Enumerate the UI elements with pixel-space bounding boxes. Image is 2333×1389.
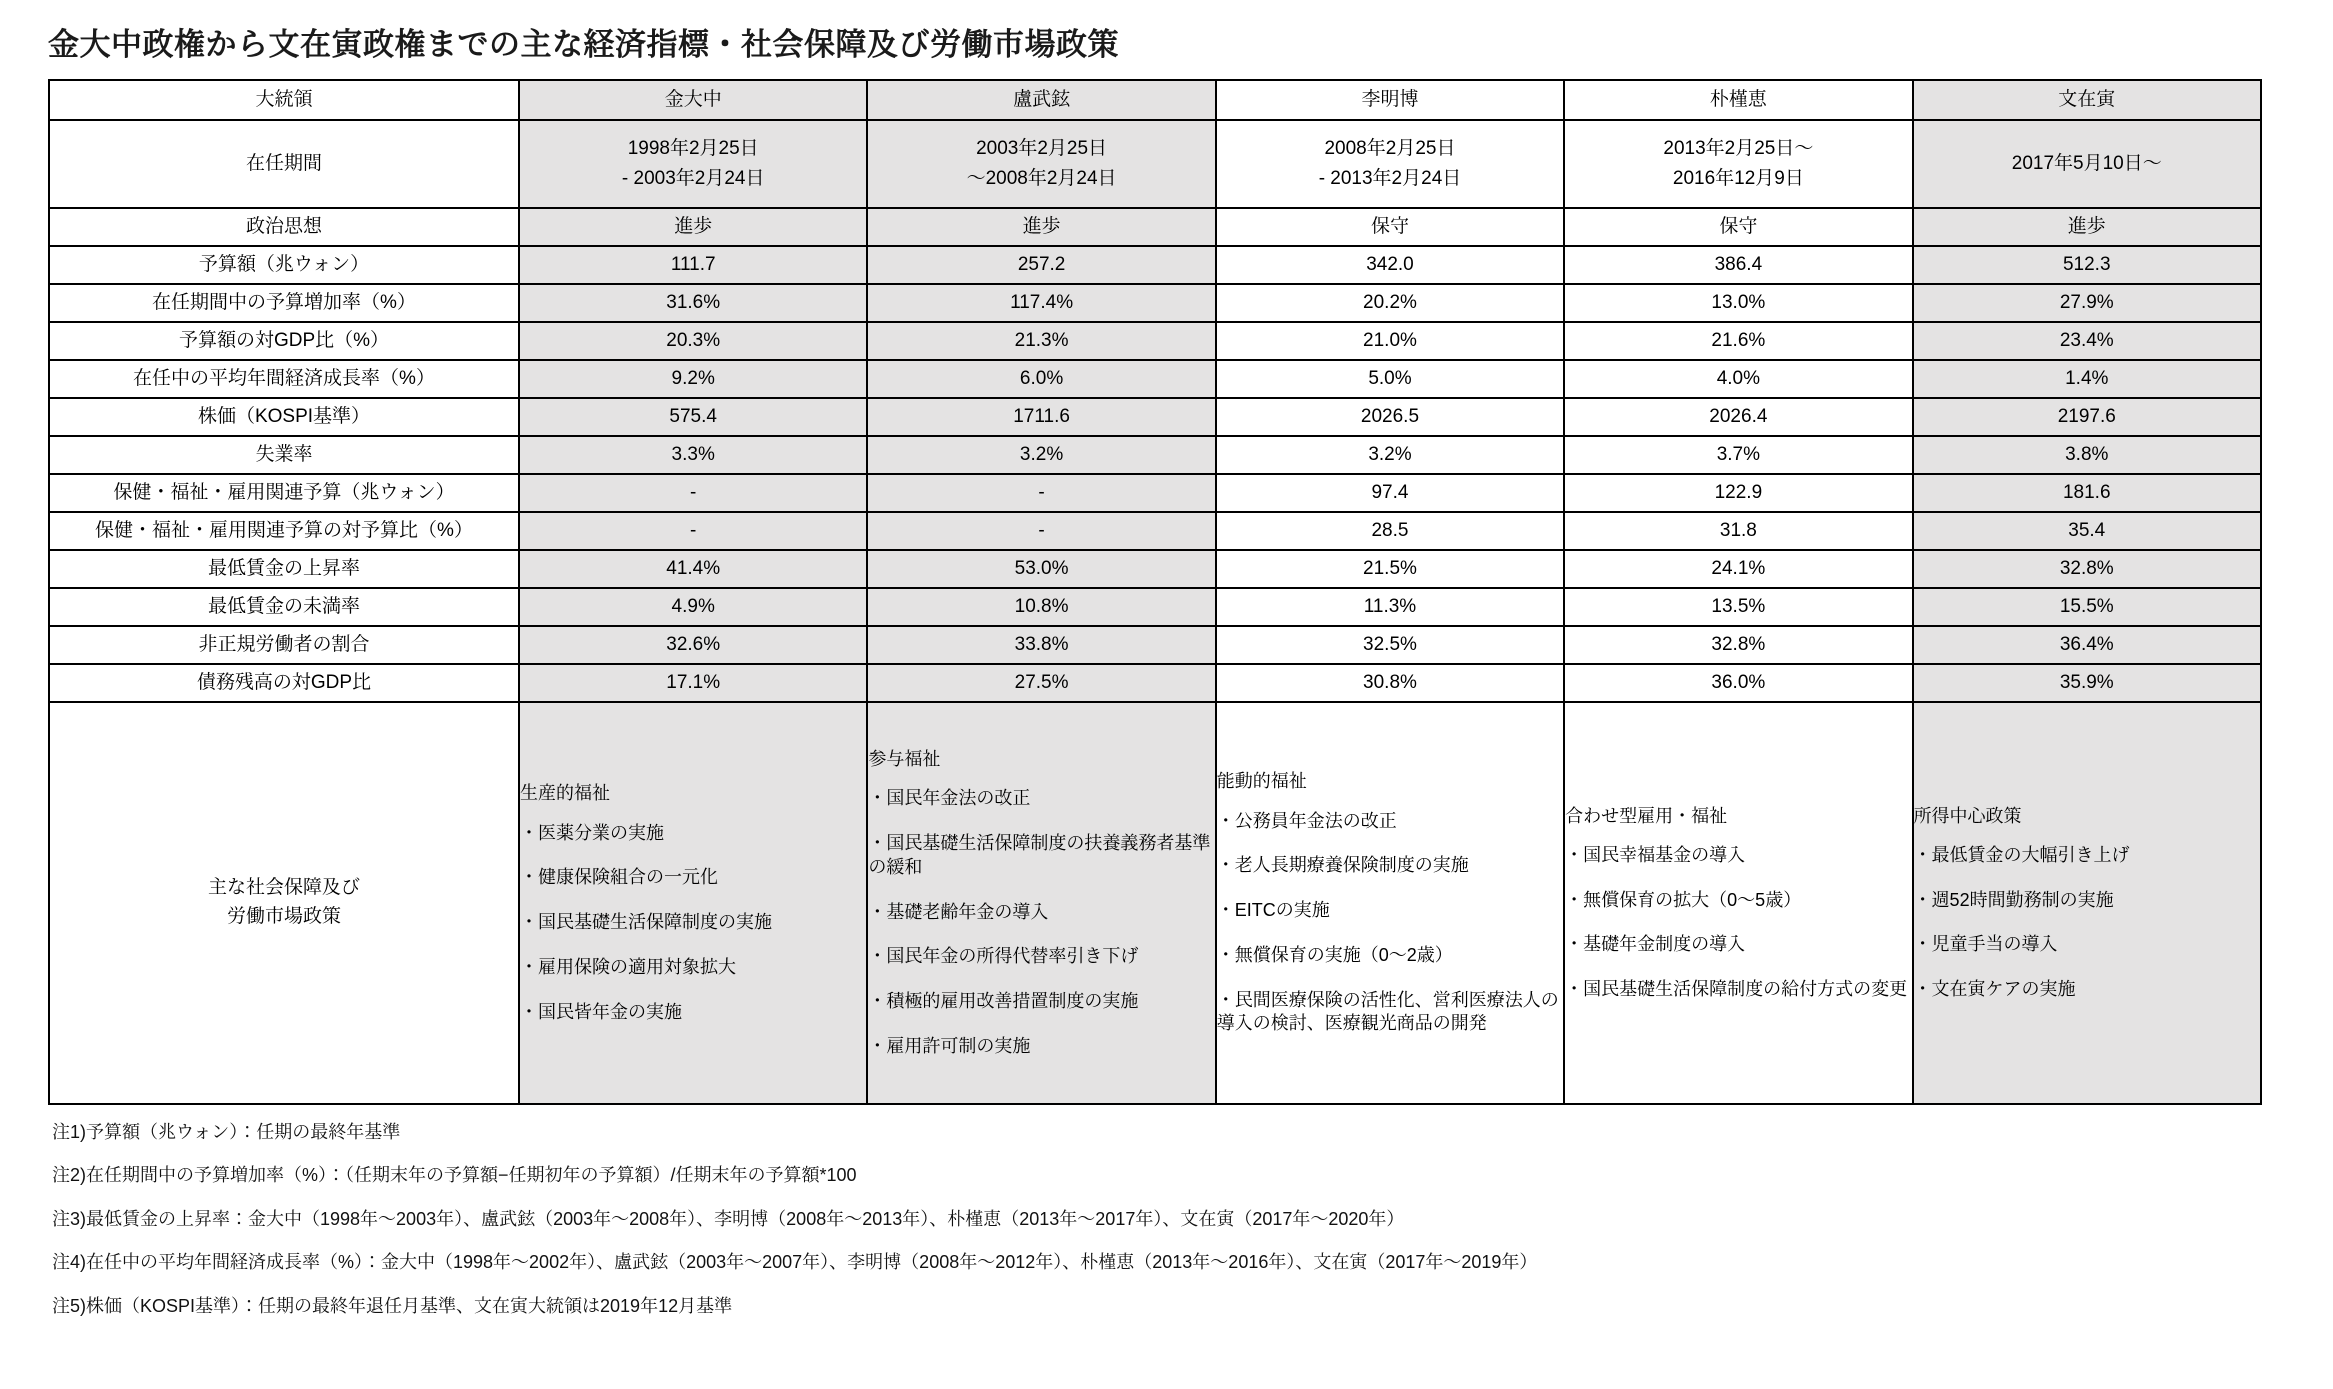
table-cell: 342.0	[1216, 246, 1564, 284]
table-cell: 1711.6	[867, 398, 1215, 436]
table-cell: 進歩	[1913, 208, 2261, 246]
economic-indicators-table	[48, 79, 2262, 1105]
table-cell: 3.3%	[519, 436, 867, 474]
table-cell: 4.9%	[519, 588, 867, 626]
policy-item: ・無償保育の拡大（0〜5歳）	[1565, 889, 1802, 910]
policy-cell	[867, 702, 1215, 1104]
table-cell: 27.5%	[867, 664, 1215, 702]
policy-item: ・積極的雇用改善措置制度の実施	[868, 991, 1139, 1012]
table-row	[49, 588, 2261, 626]
table-cell: 97.4	[1216, 474, 1564, 512]
policy-item: ・国民幸福基金の導入	[1565, 844, 1746, 865]
policy-item: ・最低賃金の大幅引き上げ	[1913, 844, 2130, 865]
policy-item: ・国民基礎生活保障制度の給付方式の変更	[1565, 979, 1908, 1000]
table-cell: -	[519, 474, 867, 512]
policy-cell	[1216, 702, 1564, 1104]
policy-row-label: 主な社会保障及び 労働市場政策	[49, 702, 519, 1104]
table-row	[49, 436, 2261, 474]
header-president-1: 盧武鉉	[867, 80, 1215, 120]
table-cell: 保守	[1564, 208, 1912, 246]
table-cell: 13.0%	[1564, 284, 1912, 322]
table-cell: 32.6%	[519, 626, 867, 664]
table-cell: 1998年2月25日 - 2003年2月24日	[519, 120, 867, 208]
policy-item: ・健康保険組合の一元化	[520, 867, 718, 888]
table-cell: 53.0%	[867, 550, 1215, 588]
policy-cell	[519, 702, 867, 1104]
policy-cell	[1564, 702, 1912, 1104]
policy-item: ・基礎年金制度の導入	[1565, 934, 1746, 955]
table-cell: 3.7%	[1564, 436, 1912, 474]
footnote: 注2)在任期間中の予算増加率（%）：（任期末年の予算額−任期初年の予算額）/任期末年の予算額*100	[52, 1165, 857, 1186]
policy-item: ・公務員年金法の改正	[1216, 810, 1397, 831]
policy-item: ・無償保育の実施（0〜2歳）	[1216, 944, 1453, 965]
row-label: 最低賃金の上昇率	[49, 550, 519, 588]
table-cell: -	[519, 512, 867, 550]
table-cell: 36.4%	[1913, 626, 2261, 664]
table-cell: 181.6	[1913, 474, 2261, 512]
row-label: 予算額（兆ウォン）	[49, 246, 519, 284]
policy-item: ・文在寅ケアの実施	[1913, 979, 2076, 1000]
row-label: 保健・福祉・雇用関連予算（兆ウォン）	[49, 474, 519, 512]
table-cell: 32.8%	[1913, 550, 2261, 588]
policy-cell	[1913, 702, 2261, 1104]
table-cell: 2003年2月25日 〜2008年2月24日	[867, 120, 1215, 208]
table-cell: 13.5%	[1564, 588, 1912, 626]
policy-item: ・国民年金法の改正	[868, 788, 1031, 809]
table-cell: 512.3	[1913, 246, 2261, 284]
table-cell: 32.5%	[1216, 626, 1564, 664]
policy-list	[1565, 844, 1911, 1002]
table-row	[49, 550, 2261, 588]
policy-item: ・雇用保険の適用対象拡大	[520, 956, 736, 977]
table-cell: 575.4	[519, 398, 867, 436]
table-cell: 10.8%	[867, 588, 1215, 626]
policy-list	[520, 822, 866, 1025]
table-cell: 33.8%	[867, 626, 1215, 664]
table-cell: 5.0%	[1216, 360, 1564, 398]
header-president-0: 金大中	[519, 80, 867, 120]
table-cell: 31.8	[1564, 512, 1912, 550]
table-cell: 3.8%	[1913, 436, 2261, 474]
policy-list	[868, 787, 1214, 1058]
header-president-2: 李明博	[1216, 80, 1564, 120]
table-cell: 386.4	[1564, 246, 1912, 284]
table-cell: 進歩	[519, 208, 867, 246]
table-cell: -	[867, 474, 1215, 512]
table-cell: 4.0%	[1564, 360, 1912, 398]
table-cell: 2026.4	[1564, 398, 1912, 436]
table-cell: 117.4%	[867, 284, 1215, 322]
table-row	[49, 512, 2261, 550]
table-row	[49, 246, 2261, 284]
policy-heading: 所得中心政策	[1913, 805, 2022, 826]
policy-list	[1217, 810, 1563, 1037]
table-row	[49, 208, 2261, 246]
table-cell: 9.2%	[519, 360, 867, 398]
table-cell: 進歩	[867, 208, 1215, 246]
table-cell: 17.1%	[519, 664, 867, 702]
row-label: 最低賃金の未満率	[49, 588, 519, 626]
row-label: 非正規労働者の割合	[49, 626, 519, 664]
row-label: 失業率	[49, 436, 519, 474]
policy-row	[49, 702, 2261, 1104]
row-label: 保健・福祉・雇用関連予算の対予算比（%）	[49, 512, 519, 550]
table-cell: 2017年5月10日〜	[1913, 120, 2261, 208]
table-cell: 20.2%	[1216, 284, 1564, 322]
policy-heading: 生産的福祉	[520, 783, 610, 804]
table-cell: 11.3%	[1216, 588, 1564, 626]
table-cell: 41.4%	[519, 550, 867, 588]
footnote: 注5)株価（KOSPI基準）：任期の最終年退任月基準、文在寅大統領は2019年12月基準	[52, 1295, 733, 1316]
row-label: 在任期間	[49, 120, 519, 208]
table-cell: 24.1%	[1564, 550, 1912, 588]
table-row	[49, 398, 2261, 436]
table-cell: 21.6%	[1564, 322, 1912, 360]
row-label: 債務残高の対GDP比	[49, 664, 519, 702]
table-cell: 1.4%	[1913, 360, 2261, 398]
table-cell: 2197.6	[1913, 398, 2261, 436]
policy-heading: 能動的福祉	[1216, 771, 1307, 792]
table-cell: 2008年2月25日 - 2013年2月24日	[1216, 120, 1564, 208]
policy-item: ・国民基礎生活保障制度の実施	[520, 912, 772, 933]
table-cell: 111.7	[519, 246, 867, 284]
table-row	[49, 360, 2261, 398]
table-cell: 2013年2月25日〜 2016年12月9日	[1564, 120, 1912, 208]
table-row	[49, 474, 2261, 512]
table-cell: 20.3%	[519, 322, 867, 360]
table-body	[49, 120, 2261, 1104]
policy-item: ・国民皆年金の実施	[520, 1001, 682, 1022]
table-cell: 21.5%	[1216, 550, 1564, 588]
table-cell: 3.2%	[1216, 436, 1564, 474]
table-cell: 27.9%	[1913, 284, 2261, 322]
footnote: 注3)最低賃金の上昇率：金大中（1998年～2003年）、盧武鉉（2003年～2008年）、李明博（2008年～2013年）、朴槿恵（2013年～2017年）、文在寅（2017年～2020年）	[52, 1208, 1405, 1229]
policy-item: ・民間医療保険の活性化、営利医療法人の導入の検討、医療観光商品の開発	[1216, 989, 1559, 1034]
policy-item: ・医薬分業の実施	[520, 822, 664, 843]
table-row	[49, 664, 2261, 702]
table-cell: 257.2	[867, 246, 1215, 284]
footnotes	[52, 1121, 2293, 1318]
policy-item: ・EITCの実施	[1216, 900, 1330, 921]
table-cell: 2026.5	[1216, 398, 1564, 436]
footnote: 注4)在任中の平均年間経済成長率（%）：金大中（1998年〜2002年）、盧武鉉（2003年〜2007年）、李明博（2008年〜2012年）、朴槿恵（2013年〜2016年）、文在寅（2017年〜2019年）	[52, 1252, 1538, 1273]
policy-item: ・老人長期療養保険制度の実施	[1216, 855, 1469, 876]
table-row	[49, 284, 2261, 322]
table-cell: 保守	[1216, 208, 1564, 246]
table-cell: 23.4%	[1913, 322, 2261, 360]
table-cell: 36.0%	[1564, 664, 1912, 702]
header-label-col: 大統領	[49, 80, 519, 120]
table-cell: 21.0%	[1216, 322, 1564, 360]
table-cell: 31.6%	[519, 284, 867, 322]
header-row	[49, 80, 2261, 120]
policy-item: ・国民基礎生活保障制度の扶養義務者基準の緩和	[868, 833, 1211, 877]
table-header	[49, 80, 2261, 120]
table-cell: 3.2%	[867, 436, 1215, 474]
table-row	[49, 322, 2261, 360]
row-label: 政治思想	[49, 208, 519, 246]
row-label: 在任期間中の予算増加率（%）	[49, 284, 519, 322]
policy-item: ・基礎老齢年金の導入	[868, 901, 1049, 922]
table-cell: 32.8%	[1564, 626, 1912, 664]
policy-item: ・児童手当の導入	[1913, 934, 2058, 955]
policy-list	[1914, 844, 2260, 1002]
row-label: 在任中の平均年間経済成長率（%）	[49, 360, 519, 398]
policy-heading: 合わせ型雇用・福祉	[1565, 805, 1728, 826]
row-label: 予算額の対GDP比（%）	[49, 322, 519, 360]
table-cell: -	[867, 512, 1215, 550]
policy-item: ・雇用許可制の実施	[868, 1035, 1031, 1056]
table-row	[49, 120, 2261, 208]
header-president-3: 朴槿恵	[1564, 80, 1912, 120]
footnote: 注1)予算額（兆ウォン）：任期の最終年基準	[52, 1121, 401, 1142]
policy-item: ・週52時間勤務制の実施	[1913, 889, 2114, 910]
table-cell: 21.3%	[867, 322, 1215, 360]
table-cell: 28.5	[1216, 512, 1564, 550]
row-label: 株価（KOSPI基準）	[49, 398, 519, 436]
table-cell: 15.5%	[1913, 588, 2261, 626]
table-cell: 122.9	[1564, 474, 1912, 512]
policy-heading: 参与福祉	[868, 748, 941, 769]
table-cell: 35.4	[1913, 512, 2261, 550]
table-cell: 35.9%	[1913, 664, 2261, 702]
table-row	[49, 626, 2261, 664]
header-president-4: 文在寅	[1913, 80, 2261, 120]
table-cell: 6.0%	[867, 360, 1215, 398]
policy-item: ・国民年金の所得代替率引き下げ	[868, 946, 1139, 967]
page-title: 金大中政権から文在寅政権までの主な経済指標・社会保障及び労働市場政策	[48, 27, 1119, 62]
table-cell: 30.8%	[1216, 664, 1564, 702]
